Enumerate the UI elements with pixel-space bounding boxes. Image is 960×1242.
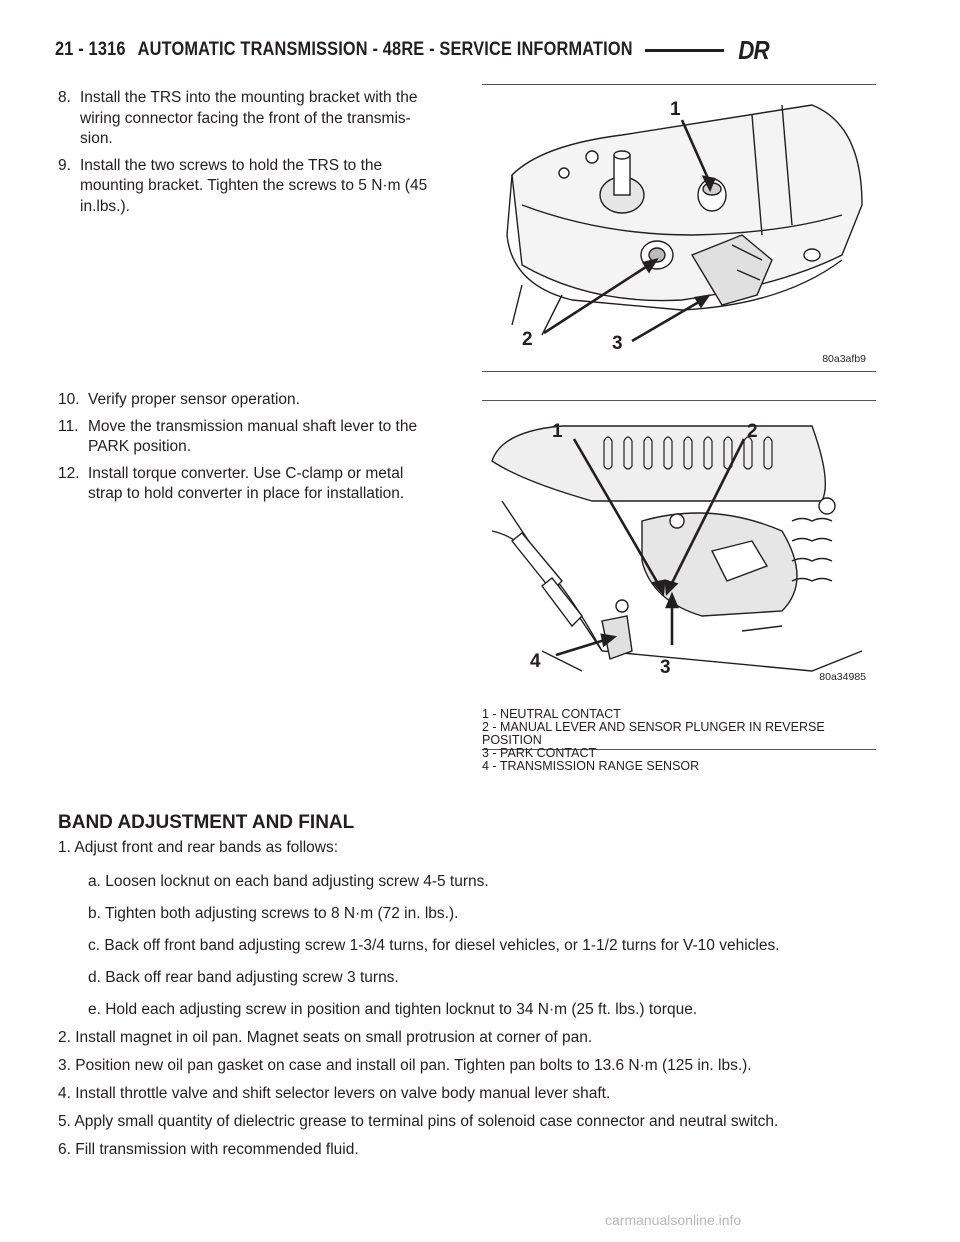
- legend-item: 3 - PARK CONTACT: [482, 746, 597, 760]
- figure-trs-installation: [482, 84, 876, 372]
- steps-mid: [58, 390, 442, 511]
- trs-installation-illustration: [482, 85, 876, 371]
- sub-step-a: a. Loosen locknut on each band adjusting screw 4-5 turns.: [88, 873, 489, 890]
- legend-item: 4 - TRANSMISSION RANGE SENSOR: [482, 759, 700, 773]
- sub-step-b: b. Tighten both adjusting screws to 8 N·m (72 in. lbs.).: [88, 905, 459, 922]
- callout-1: 1: [670, 99, 681, 120]
- model-logo: DR: [738, 34, 769, 65]
- step-4: 4. Install throttle valve and shift selector levers on valve body manual lever shaft.: [58, 1085, 611, 1102]
- step-8: 8. Install the TRS into the mounting bracket with the wiring connector facing the front of the transmis- sion.: [58, 89, 418, 147]
- trs-contacts-illustration: [482, 401, 876, 691]
- legend-item: 1 - NEUTRAL CONTACT: [482, 707, 621, 721]
- callout-1: 1: [552, 421, 563, 442]
- step-10: 10. Verify proper sensor operation.: [58, 391, 300, 408]
- step-5: 5. Apply small quantity of dielectric grease to terminal pins of solenoid case connector and neutral switch.: [58, 1113, 779, 1130]
- figure-id: 80a34985: [819, 671, 866, 683]
- callout-2: 2: [522, 329, 533, 350]
- steps-top: [58, 88, 442, 223]
- figure-id: 80a3afb9: [822, 353, 866, 365]
- callout-3: 3: [660, 657, 671, 678]
- section-title: BAND ADJUSTMENT AND FINAL: [58, 812, 355, 833]
- legend-item: 2 - MANUAL LEVER AND SENSOR PLUNGER IN REVERSE: [482, 720, 825, 734]
- watermark-link[interactable]: carmanualsonline.info: [605, 1212, 742, 1228]
- callout-3: 3: [612, 333, 623, 354]
- step-12: 12. Install torque converter. Use C-clamp or metal strap to hold converter in place for installation.: [58, 464, 405, 502]
- step-1: 1. Adjust front and rear bands as follows:: [58, 839, 339, 856]
- callout-4: 4: [530, 651, 541, 672]
- page-title: AUTOMATIC TRANSMISSION - 48RE - SERVICE INFORMATION: [137, 39, 633, 60]
- step-9: 9. Install the two screws to hold the TRS to the mounting bracket. Tighten the screws to 5 N·m (45 in.lbs.).: [58, 156, 428, 215]
- figure-legend: [482, 708, 825, 773]
- step-6: 6. Fill transmission with recommended fluid.: [58, 1141, 359, 1158]
- sub-step-e: e. Hold each adjusting screw in position and tighten locknut to 34 N·m (25 ft. lbs.) torque.: [88, 1001, 698, 1018]
- callout-2: 2: [747, 421, 758, 442]
- sub-step-c: c. Back off front band adjusting screw 1-3/4 turns, for diesel vehicles, or 1-1/2 turns for V-10 vehicles.: [88, 937, 780, 954]
- header-rule: [645, 49, 725, 52]
- step-3: 3. Position new oil pan gasket on case and install oil pan. Tighten pan bolts to 13.6 N·m (125 in. lbs.).: [58, 1057, 752, 1074]
- step-11: 11. Move the transmission manual shaft lever to the PARK position.: [58, 417, 418, 455]
- sub-step-d: d. Back off rear band adjusting screw 3 turns.: [88, 969, 399, 986]
- step-2: 2. Install magnet in oil pan. Magnet seats on small protrusion at corner of pan.: [58, 1029, 593, 1046]
- figure-trs-contacts: [482, 400, 876, 773]
- band-adjustment-steps: [58, 838, 888, 1168]
- page-header: [55, 34, 769, 66]
- legend-item: POSITION: [482, 733, 542, 747]
- page-number: 21 - 1316: [55, 39, 126, 60]
